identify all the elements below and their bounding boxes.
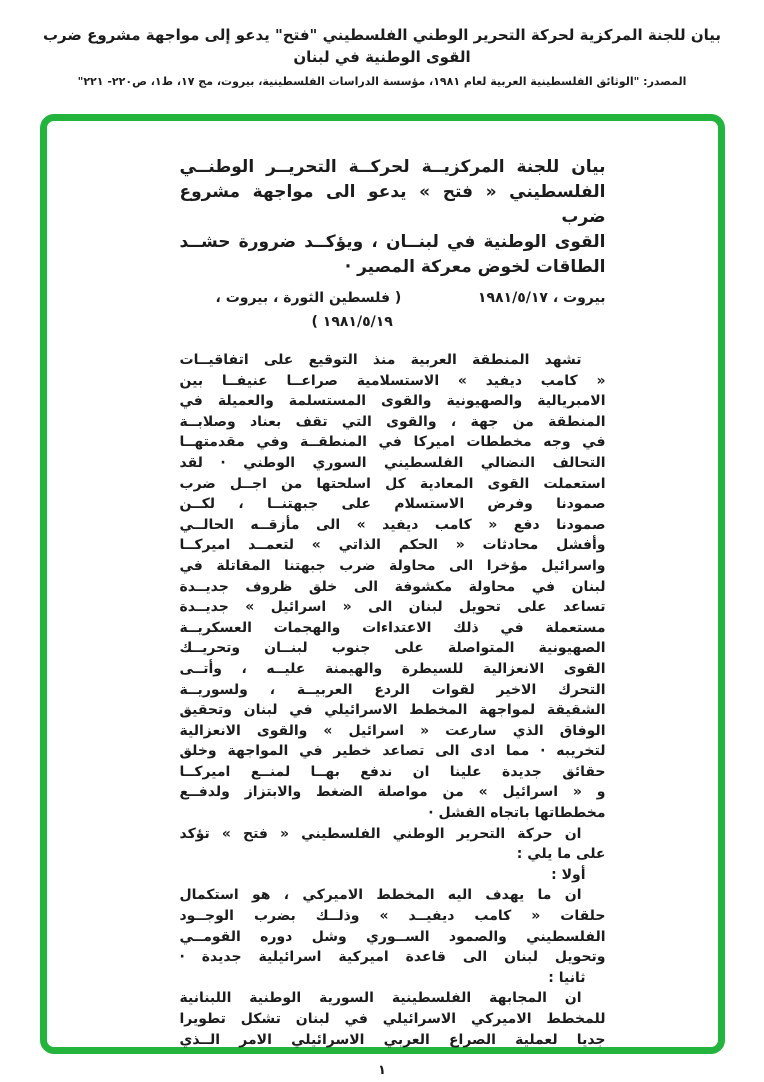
text-line: التحرك الاخير لقوات الردع العربيــة ، ولسوريــة (179, 681, 606, 698)
text-line: بيان للجنة المركزيــة لحركــة التحريــر الوطنــي (179, 157, 606, 177)
document-frame (40, 114, 725, 1054)
text-line: وأفشل محادثات « الحكم الذاتي » لتعمــد اميركــا (179, 537, 606, 554)
text-line: حلقات « كامب ديفيــد » وذلــك بضرب الوجــود (179, 908, 606, 925)
text-line: القوى الانعزالية للسيطرة والهيمنة عليــه ، وأتــى (179, 660, 606, 677)
text-line: التحالف النضالي الفلسطيني السوري الوطني · لقد (179, 454, 606, 471)
text-line: واسرائيل مؤخرا الى محاولة ضرب جبهتنا المقاتلة في (179, 557, 606, 574)
dateline (180, 286, 606, 334)
paragraph (180, 988, 606, 1050)
section-heading (180, 865, 606, 886)
text-line: صمودنا وفرض الاستسلام على جبهتنــا ، لكــن (179, 496, 606, 513)
text-line: على ما يلي : (516, 846, 606, 863)
text-line: حقائق جديدة علينا ان ندفع بهــا لمنــع اميركــا (179, 763, 606, 780)
text-line: الفلسطيني « فتح » يدعو الى مواجهة مشروع ضرب (179, 182, 606, 227)
dateline-place-date: بيروت ، ١٩٨١/٥/١٧ (477, 290, 606, 306)
text-line: مستعملة في ذلك الاعتداءات والهجمات العسكريــة (179, 619, 606, 636)
text-line: تساعد على تحويل لبنان الى « اسرائيل » جديــدة (179, 599, 606, 616)
text-line: القوى الوطنية في لبنــان ، ويؤكــد ضرورة حشــد (179, 232, 606, 252)
text-line: أولا : (551, 866, 586, 883)
header-source: المصدر: "الوثائق الفلسطينية العربية لعام ١٩٨١، مؤسسة الدراسات الفلسطينية، بيروت، مج ١٧، ط١، ص٢٢٠- ٢٢١" (77, 75, 687, 88)
text-line: الطاقات لخوض معركة المصير · (344, 257, 606, 277)
dateline-row (180, 286, 606, 310)
dateline-source-open: ( فلسطين الثورة ، بيروت ، (215, 290, 402, 306)
document-body (180, 155, 606, 1050)
text-line: و « اسرائيل » من مواصلة الضغط والابتزاز ولدفــع (179, 784, 606, 801)
text-line: ان المجابهة الفلسطينية السورية الوطنية اللبنانية (179, 990, 582, 1007)
paragraphs (180, 350, 606, 1050)
text-line: وتحويل لبنان الى قاعدة اميركية اسرائيلية جديدة · (179, 949, 606, 966)
section-heading (180, 968, 606, 989)
paragraph (180, 350, 606, 824)
page-number: ١ (378, 1063, 386, 1078)
text-line: للمخطط الاميركي الاسرائيلي في لبنان تشكل تطويرا (179, 1011, 606, 1027)
text-line: لتخريبه · مما ادى الى تصاعد خطير في المواجهة وخلق (179, 743, 606, 760)
text-line: ثانيا : (548, 969, 586, 986)
text-line: الفلسطيني والصمود الســوري وشل دوره القومــي (179, 928, 606, 945)
text-line: « كامب ديفيد » الاستسلامية صراعــا عنيفــا بين (179, 372, 606, 389)
text-line: الامبريالية والصهيونية والقوى المستسلمة والعميلة في (179, 393, 606, 410)
header-title: بيان للجنة المركزية لحركة التحرير الوطني الفلسطيني "فتح" يدعو إلى مواجهة مشروع ضرب القوى الوطنية في لبنان (42, 26, 722, 66)
text-line: في وجه مخططات اميركا في المنطقــة وفي مقدمتهــا (179, 434, 606, 451)
text-line: استعملت القوى المعادية كل اسلحتها من اجــل ضرب (179, 475, 606, 492)
text-line: المنطقة من جهة ، والقوى التي تقف بعناد وصلابــة (179, 413, 606, 430)
text-line: صمودنا دفع « كامب ديفيد » الى مأزقــه الحالــي (179, 516, 606, 533)
text-line: الوفاق الذي سارعت « اسرائيل » والقوى الانعزالية (179, 722, 606, 739)
text-line: الصهيونية المتواصلة على جنوب لبنــان وتحريــك (179, 640, 606, 657)
paragraph (180, 885, 606, 967)
text-line: ان ما يهدف اليه المخطط الاميركي ، هو استكمال (179, 887, 582, 904)
text-line: لبنان في محاولة مكشوفة الى خلق ظروف جديــدة (179, 578, 606, 595)
text-line: مخططاتها باتجاه الفشل · (428, 805, 606, 822)
document-title (180, 155, 606, 280)
dateline-source-close: ١٩٨١/٥/١٩ ) (311, 314, 393, 330)
text-line: الشقيقة لمواجهة المخطط الاسرائيلي في لبنان وتحقيق (179, 702, 606, 719)
text-line: ان حركة التحرير الوطني الفلسطيني « فتح » تؤكد (179, 825, 582, 842)
text-line: تشهد المنطقة العربية منذ التوقيع على اتفاقيــات (179, 352, 582, 368)
paragraph (180, 824, 606, 865)
text-line: جديا لعملية الصراع العربي الاسرائيلي الامر الــذي (179, 1031, 606, 1048)
